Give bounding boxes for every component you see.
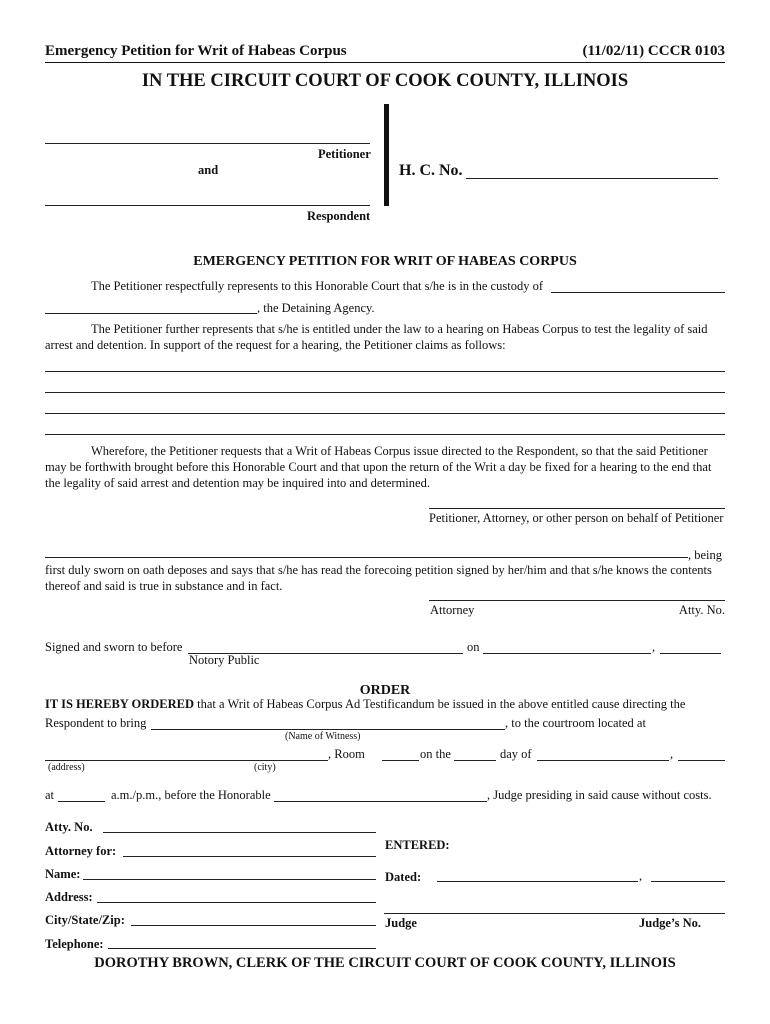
header-rule [45,62,725,63]
claims-line-2[interactable] [45,392,725,393]
atty-no-label: Atty. No. [678,603,725,617]
wherefore-paragraph: Wherefore, the Petitioner requests that a Writ of Habeas Corpus issue directed to the Respondent, so that the said Petitioner may be forthwith brought before this Honorable Court and that upon the return of the Writ a day be fixed for a hearing to the end that the legality of said arrest and detention may be inquired into and determined. [45,444,712,490]
judge-presiding-text: , Judge presiding in said cause without costs. [487,788,712,802]
sworn-comma: , [652,640,656,654]
clerk-line: DOROTHY BROWN, CLERK OF THE CIRCUIT COURT OF COOK COUNTY, ILLINOIS [94,955,676,971]
attorney-signature-line[interactable] [429,600,725,601]
judge-signature-line[interactable] [384,913,725,914]
sworn-date-field[interactable] [483,653,651,654]
address-field[interactable] [97,902,376,903]
city-hint: (city) [254,762,276,773]
order-title: ORDER [359,683,411,698]
custody-of-field[interactable] [551,292,725,293]
hc-no-field[interactable] [466,178,718,179]
city-state-zip-label: City/State/Zip: [45,913,125,927]
and-label: and [198,163,219,177]
witness-name-field[interactable] [151,729,505,730]
name-field[interactable] [83,879,376,880]
on-the-label: on the [420,747,451,761]
at-label: at [45,788,55,802]
caption-divider-bar [384,104,389,206]
address-label: Address: [45,890,93,904]
day-field[interactable] [454,760,496,761]
atty-no-field-label: Atty. No. [45,820,93,834]
dated-comma: , [639,869,643,883]
time-field[interactable] [58,801,105,802]
sworn-paragraph: first duly sworn on oath deposes and says that s/he has read the forecoing petition signed by her/him and that s/he knows the contents thereof and said is true in substance and in fact. [45,563,712,593]
dated-label: Dated: [385,870,422,884]
room-label: , Room [328,747,365,761]
agency-text: , the Detaining Agency. [257,301,375,315]
signed-sworn-label: Signed and sworn to before [45,640,183,654]
name-label: Name: [45,867,81,881]
detaining-agency-field[interactable] [45,313,257,314]
month-field[interactable] [537,760,669,761]
entitled-paragraph: The Petitioner further represents that s/he is entitled under the law to a hearing on Habeas Corpus to test the legality of said arrest and detention. In support of the request for a hearing, the Petitioner claims as follows: [45,322,708,352]
petition-title: EMERGENCY PETITION FOR WRIT OF HABEAS CORPUS [193,254,577,269]
honorable-judge-field[interactable] [274,801,487,802]
respondent-name-line[interactable] [45,205,370,206]
city-state-zip-field[interactable] [131,925,376,926]
courtroom-text: , to the courtroom located at [505,716,646,730]
on-label: on [467,640,480,654]
petitioner-name-line[interactable] [45,143,370,144]
sworn-year-field[interactable] [660,653,721,654]
day-of-label: day of [500,747,532,761]
signer-label: Petitioner, Attorney, or other person on behalf of Petitioner [429,511,724,525]
claims-line-3[interactable] [45,413,725,414]
judges-no-label: Judge’s No. [639,916,702,930]
petitioner-signature-line[interactable] [429,508,725,509]
attorney-for-field[interactable] [123,856,376,857]
being-text: , being [688,548,723,562]
affiant-name-field[interactable] [45,557,688,558]
telephone-field[interactable] [108,948,376,949]
hc-no-label: H. C. No. [399,162,463,179]
address-city-field[interactable] [45,760,328,761]
order-comma: , [670,747,674,761]
ordered-bold: IT IS HEREBY ORDERED [45,697,194,711]
address-hint: (address) [48,762,85,773]
ordered-text: that a Writ of Habeas Corpus Ad Testificandum be issued in the above entitled cause directing the [194,697,686,711]
room-field[interactable] [382,760,419,761]
petitioner-label: Petitioner [318,147,371,161]
attorney-label: Attorney [430,603,475,617]
judge-label: Judge [385,916,417,930]
claims-line-1[interactable] [45,371,725,372]
form-code: (11/02/11) CCCR 0103 [582,43,725,59]
name-of-witness-hint: (Name of Witness) [285,731,361,742]
telephone-label: Telephone: [45,937,104,951]
ampm-text: a.m./p.m., before the Honorable [111,788,271,802]
court-title: IN THE CIRCUIT COURT OF COOK COUNTY, ILLINOIS [141,71,629,91]
claims-line-4[interactable] [45,434,725,435]
custody-text: The Petitioner respectfully represents to this Honorable Court that s/he is in the custody of [91,279,543,293]
order-year-field[interactable] [678,760,725,761]
attorney-for-label: Attorney for: [45,844,117,858]
atty-no-field[interactable] [103,832,376,833]
dated-year-field[interactable] [651,881,725,882]
entered-label: ENTERED: [385,838,450,852]
form-title: Emergency Petition for Writ of Habeas Corpus [45,43,347,59]
dated-field[interactable] [437,881,638,882]
notary-label: Notory Public [189,653,260,667]
respondent-label: Respondent [307,209,371,223]
respondent-bring-label: Respondent to bring [45,716,147,730]
